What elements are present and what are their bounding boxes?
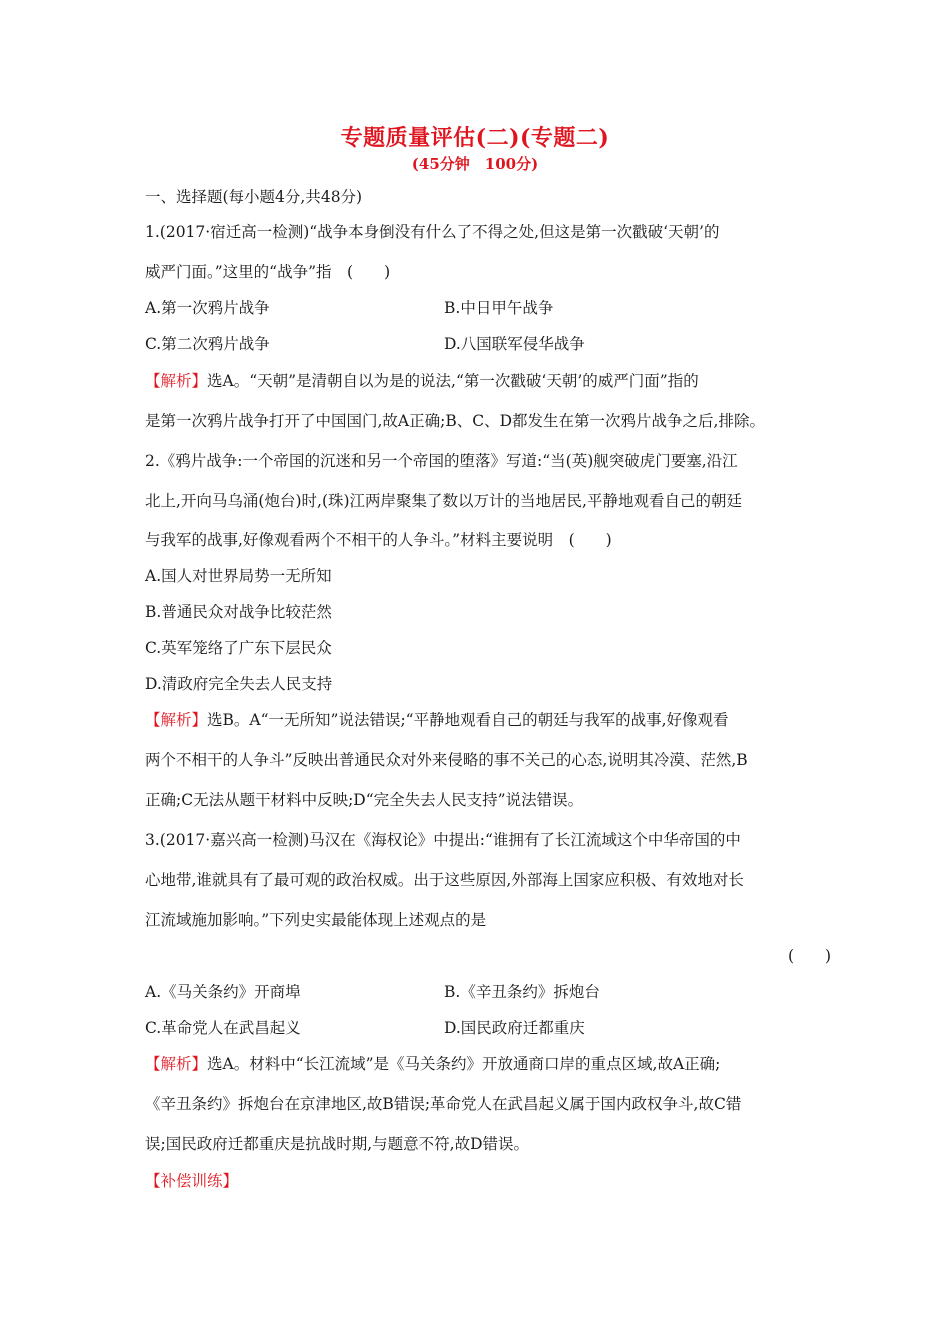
- q3-option-a: A.《马关条约》开商埠: [145, 983, 301, 1001]
- q2-stem-line1: 2.《鸦片战争:一个帝国的沉迷和另一个帝国的堕落》写道:“当(英)舰突破虎门要塞,沿江: [145, 452, 738, 470]
- q2-stem-line3: 与我军的战事,好像观看两个不相干的人争斗。”材料主要说明 ( ): [145, 531, 612, 549]
- q3-stem-line2: 心地带,谁就具有了最可观的政治权威。出于这些原因,外部海上国家应积极、有效地对长: [145, 871, 744, 889]
- supplement-training-tag: 【补偿训练】: [145, 1172, 239, 1190]
- q2-analysis-text1: 选B。A“一无所知”说法错误;“平静地观看自己的朝廷与我军的战事,好像观看: [207, 711, 729, 729]
- q1-stem-line1: 1.(2017·宿迁高一检测)“战争本身倒没有什么了不得之处,但这是第一次戳破‘天朝’的: [145, 223, 720, 241]
- q2-analysis-tag: 【解析】: [145, 711, 208, 729]
- q2-analysis-line1: [145, 710, 729, 730]
- q3-analysis-line2: 《辛丑条约》拆炮台在京津地区,故B错误;革命党人在武昌起义属于国内政权争斗,故C错: [145, 1095, 742, 1113]
- q2-analysis-line2: 两个不相干的人争斗”反映出普通民众对外来侵略的事不关己的心态,说明其冷漠、茫然,B: [145, 751, 748, 769]
- q1-option-d: D.八国联军侵华战争: [444, 335, 585, 353]
- q1-option-b: B.中日甲午战争: [444, 299, 554, 317]
- q3-analysis-line3: 误;国民政府迁都重庆是抗战时期,与题意不符,故D错误。: [145, 1135, 530, 1153]
- q1-analysis-tag: 【解析】: [145, 372, 208, 390]
- q3-stem-line1: 3.(2017·嘉兴高一检测)马汉在《海权论》中提出:“谁拥有了长江流域这个中华帝国的中: [145, 831, 741, 849]
- q1-analysis-line1: [145, 371, 699, 391]
- q2-option-a: A.国人对世界局势一无所知: [145, 567, 332, 585]
- q1-analysis-line2: 是第一次鸦片战争打开了中国国门,故A正确;B、C、D都发生在第一次鸦片战争之后,排除。: [145, 412, 765, 430]
- q3-option-d: D.国民政府迁都重庆: [444, 1019, 585, 1037]
- q2-option-b: B.普通民众对战争比较茫然: [145, 603, 332, 621]
- page-title: 专题质量评估(二)(专题二): [340, 125, 610, 151]
- q2-option-d: D.清政府完全失去人民支持: [145, 675, 333, 693]
- q1-analysis-text1: 选A。“天朝”是清朝自以为是的说法,“第一次戳破‘天朝’的威严门面”指的: [207, 372, 699, 390]
- q2-analysis-line3: 正确;C无法从题干材料中反映;D“完全失去人民支持”说法错误。: [145, 791, 584, 809]
- q2-stem-line2: 北上,开向马乌涌(炮台)时,(珠)江两岸聚集了数以万计的当地居民,平静地观看自己的朝廷: [145, 492, 742, 510]
- q3-analysis-text1: 选A。材料中“长江流域”是《马关条约》开放通商口岸的重点区域,故A正确;: [207, 1055, 721, 1073]
- q3-analysis-line1: [145, 1054, 720, 1074]
- page-subtitle: (45分钟 100分): [411, 155, 539, 173]
- q3-answer-paren: ( ): [788, 947, 832, 965]
- q1-stem-line2: 威严门面。”这里的“战争”指 ( ): [145, 263, 391, 281]
- q1-option-a: A.第一次鸦片战争: [145, 299, 270, 317]
- q3-stem-line3: 江流域施加影响。”下列史实最能体现上述观点的是: [145, 911, 487, 929]
- q3-option-c: C.革命党人在武昌起义: [145, 1019, 301, 1037]
- q3-option-b: B.《辛丑条约》拆炮台: [444, 983, 600, 1001]
- q3-analysis-tag: 【解析】: [145, 1055, 208, 1073]
- section-heading: 一、选择题(每小题4分,共48分): [145, 188, 363, 206]
- q2-option-c: C.英军笼络了广东下层民众: [145, 639, 332, 657]
- q1-option-c: C.第二次鸦片战争: [145, 335, 270, 353]
